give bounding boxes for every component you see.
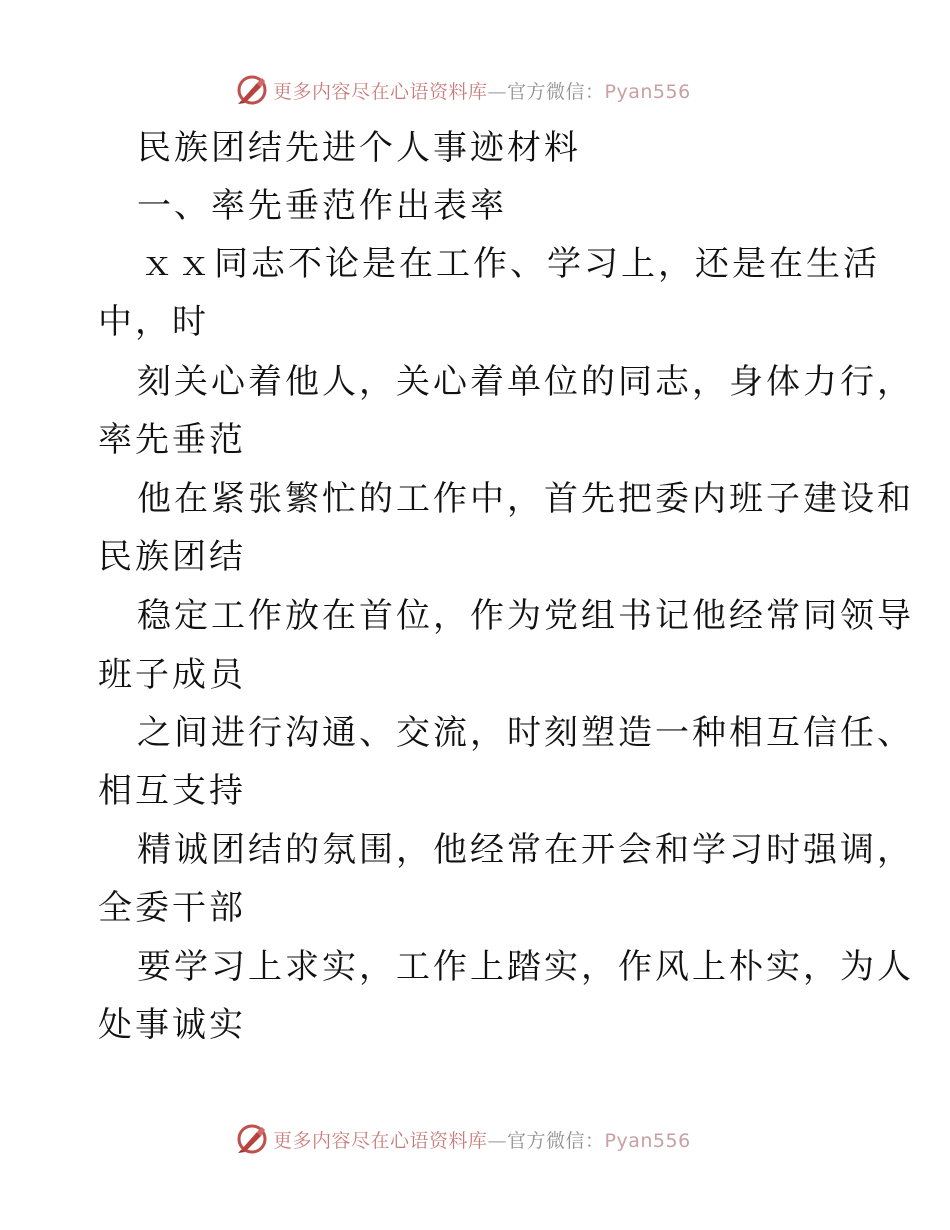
- pen-logo-icon: [235, 1122, 269, 1156]
- watermark-wechat-id: Pyan556: [604, 1129, 691, 1152]
- body-line: 处事诚实: [98, 1005, 246, 1045]
- watermark-site-text: 更多内容尽在心语资料库: [273, 1129, 488, 1152]
- footer-watermark: [235, 1121, 715, 1157]
- body-line: 中，时: [98, 302, 209, 342]
- body-line: 全委干部: [98, 888, 246, 928]
- body-line: 他在紧张繁忙的工作中，首先把委内班子建设和: [137, 479, 914, 519]
- header-watermark: [235, 72, 715, 108]
- watermark-separator: —: [487, 80, 508, 103]
- body-line: 相互支持: [98, 771, 246, 811]
- body-line: ｘｘ同志不论是在工作、学习上，还是在生活: [140, 244, 880, 284]
- body-line: 民族团结: [98, 537, 246, 577]
- document-title: 民族团结先进个人事迹材料: [137, 128, 581, 168]
- body-line: 率先垂范: [98, 420, 246, 460]
- section-heading: 一、率先垂范作出表率: [137, 186, 507, 226]
- watermark-site-text: 更多内容尽在心语资料库: [273, 80, 488, 103]
- body-line: 稳定工作放在首位，作为党组书记他经常同领导: [137, 596, 914, 636]
- body-line: 之间进行沟通、交流，时刻塑造一种相互信任、: [137, 713, 914, 753]
- watermark-separator: —: [487, 1129, 508, 1152]
- body-line: 班子成员: [98, 655, 246, 695]
- body-line: 要学习上求实，工作上踏实，作风上朴实，为人: [137, 947, 914, 987]
- body-line: 刻关心着他人，关心着单位的同志，身体力行，: [137, 362, 914, 402]
- watermark-wechat-id: Pyan556: [604, 80, 691, 103]
- body-line: 精诚团结的氛围，他经常在开会和学习时强调，: [137, 830, 914, 870]
- watermark-wechat-label: 官方微信：: [507, 80, 605, 103]
- watermark-wechat-label: 官方微信：: [507, 1129, 605, 1152]
- pen-logo-icon: [235, 73, 269, 107]
